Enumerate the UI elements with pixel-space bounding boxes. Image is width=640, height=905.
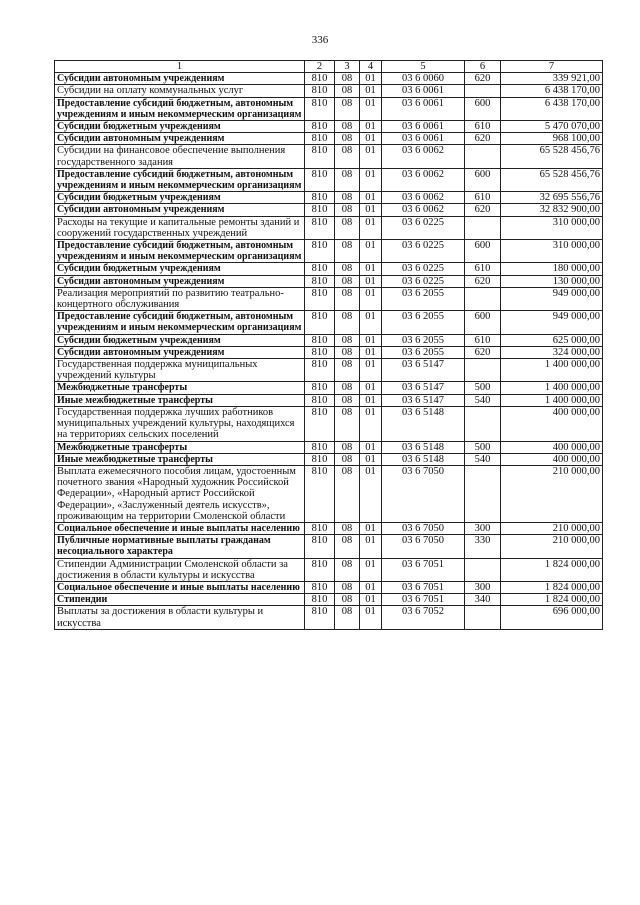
row-code-5: 03 6 0062 [382,204,465,216]
row-name: Предоставление субсидий бюджетным, автономным учреждениям и иным некоммерческим организациям [55,240,305,263]
row-code-5: 03 6 2055 [382,311,465,334]
table-row [55,311,603,334]
row-code-5: 03 6 7050 [382,522,465,534]
row-code-3: 08 [335,606,360,629]
row-code-6: 600 [465,168,501,191]
row-code-3: 08 [335,85,360,97]
row-code-4: 01 [360,522,382,534]
table-row [55,192,603,204]
row-code-2: 810 [305,85,335,97]
row-name: Предоставление субсидий бюджетным, автономным учреждениям и иным некоммерческим организациям [55,168,305,191]
row-code-5: 03 6 0225 [382,216,465,239]
row-code-5: 03 6 0060 [382,73,465,85]
table-row [55,606,603,629]
table-row [55,287,603,310]
row-code-5: 03 6 7051 [382,558,465,581]
row-amount: 310 000,00 [501,216,603,239]
row-code-2: 810 [305,204,335,216]
row-name: Стипендии Администрации Смоленской области за достижения в области культуры и искусства [55,558,305,581]
row-code-4: 01 [360,535,382,558]
row-code-3: 08 [335,558,360,581]
row-name: Субсидии бюджетным учреждениям [55,334,305,346]
table-row [55,558,603,581]
row-code-5: 03 6 0061 [382,133,465,145]
row-amount: 949 000,00 [501,311,603,334]
row-code-2: 810 [305,594,335,606]
row-name: Выплаты за достижения в области культуры и искусства [55,606,305,629]
row-name: Выплата ежемесячного пособия лицам, удостоенным почетного звания «Народный художник Российской Федерации», «Народный артист Российской Федерации», «Заслуженный деятель искусств», проживающим на территории Смоленской области [55,465,305,522]
row-code-6: 600 [465,240,501,263]
row-code-5: 03 6 0062 [382,168,465,191]
row-code-2: 810 [305,334,335,346]
row-code-5: 03 6 5148 [382,406,465,441]
row-name: Субсидии автономным учреждениям [55,204,305,216]
table-row [55,382,603,394]
header-col-4: 4 [360,61,382,73]
row-amount: 180 000,00 [501,263,603,275]
row-code-5: 03 6 0062 [382,145,465,168]
row-code-4: 01 [360,359,382,382]
row-amount: 6 438 170,00 [501,85,603,97]
row-code-5: 03 6 0061 [382,97,465,120]
row-code-6: 540 [465,394,501,406]
row-code-6: 340 [465,594,501,606]
row-code-6: 300 [465,522,501,534]
row-code-2: 810 [305,168,335,191]
row-code-6: 500 [465,441,501,453]
row-code-2: 810 [305,192,335,204]
row-code-3: 08 [335,334,360,346]
row-code-6: 610 [465,263,501,275]
table-row [55,133,603,145]
page-number: 336 [311,34,329,46]
row-code-2: 810 [305,558,335,581]
row-code-3: 08 [335,192,360,204]
row-amount: 324 000,00 [501,346,603,358]
row-code-4: 01 [360,192,382,204]
table-row [55,85,603,97]
row-code-3: 08 [335,145,360,168]
row-code-3: 08 [335,394,360,406]
row-code-6: 610 [465,121,501,133]
table-row [55,465,603,522]
row-name: Субсидии автономным учреждениям [55,133,305,145]
row-amount: 5 470 070,00 [501,121,603,133]
budget-table [54,60,603,630]
table-row [55,594,603,606]
row-amount: 210 000,00 [501,522,603,534]
row-code-5: 03 6 0225 [382,240,465,263]
row-code-3: 08 [335,465,360,522]
header-col-5: 5 [382,61,465,73]
row-code-3: 08 [335,346,360,358]
row-code-4: 01 [360,204,382,216]
row-code-4: 01 [360,334,382,346]
row-amount: 1 400 000,00 [501,382,603,394]
table-row [55,275,603,287]
row-code-5: 03 6 5148 [382,441,465,453]
row-amount: 32 832 900,00 [501,204,603,216]
row-code-6: 610 [465,192,501,204]
row-code-5: 03 6 2055 [382,287,465,310]
row-code-4: 01 [360,453,382,465]
row-amount: 1 400 000,00 [501,394,603,406]
row-code-4: 01 [360,581,382,593]
row-code-3: 08 [335,204,360,216]
row-code-3: 08 [335,581,360,593]
row-code-2: 810 [305,216,335,239]
row-code-5: 03 6 0225 [382,275,465,287]
row-code-4: 01 [360,441,382,453]
row-code-6: 600 [465,311,501,334]
row-code-4: 01 [360,133,382,145]
row-code-6: 600 [465,97,501,120]
table-row [55,334,603,346]
row-code-6: 620 [465,204,501,216]
row-code-3: 08 [335,359,360,382]
row-name: Субсидии бюджетным учреждениям [55,192,305,204]
row-code-2: 810 [305,581,335,593]
row-amount: 949 000,00 [501,287,603,310]
table-row [55,216,603,239]
row-code-4: 01 [360,85,382,97]
row-code-5: 03 6 0225 [382,263,465,275]
row-name: Государственная поддержка лучших работников муниципальных учреждений культуры, находящихся на территориях сельских поселений [55,406,305,441]
table-row [55,204,603,216]
row-name: Иные межбюджетные трансферты [55,453,305,465]
row-code-6: 620 [465,346,501,358]
row-name: Субсидии автономным учреждениям [55,73,305,85]
row-name: Субсидии бюджетным учреждениям [55,263,305,275]
row-code-2: 810 [305,121,335,133]
row-name: Субсидии автономным учреждениям [55,346,305,358]
row-code-4: 01 [360,216,382,239]
row-code-2: 810 [305,240,335,263]
row-code-6: 540 [465,453,501,465]
header-col-7: 7 [501,61,603,73]
row-code-6: 610 [465,334,501,346]
row-code-6 [465,465,501,522]
row-code-2: 810 [305,133,335,145]
row-code-3: 08 [335,535,360,558]
row-code-2: 810 [305,465,335,522]
row-code-4: 01 [360,382,382,394]
row-code-3: 08 [335,522,360,534]
row-name: Стипендии [55,594,305,606]
row-code-6 [465,85,501,97]
row-amount: 400 000,00 [501,453,603,465]
table-row [55,346,603,358]
row-name: Субсидии на финансовое обеспечение выполнения государственного задания [55,145,305,168]
row-code-5: 03 6 0061 [382,85,465,97]
row-code-2: 810 [305,287,335,310]
row-amount: 696 000,00 [501,606,603,629]
row-name: Иные межбюджетные трансферты [55,394,305,406]
row-name: Предоставление субсидий бюджетным, автономным учреждениям и иным некоммерческим организациям [55,97,305,120]
row-code-4: 01 [360,121,382,133]
row-amount: 65 528 456,76 [501,145,603,168]
row-code-3: 08 [335,240,360,263]
row-code-5: 03 6 5147 [382,359,465,382]
row-amount: 400 000,00 [501,406,603,441]
row-code-2: 810 [305,606,335,629]
row-name: Социальное обеспечение и иные выплаты населению [55,522,305,534]
row-code-6: 620 [465,133,501,145]
row-code-4: 01 [360,240,382,263]
row-code-3: 08 [335,453,360,465]
row-code-6: 330 [465,535,501,558]
row-code-5: 03 6 7051 [382,594,465,606]
header-col-1: 1 [55,61,305,73]
row-code-3: 08 [335,133,360,145]
row-code-5: 03 6 2055 [382,346,465,358]
row-amount: 339 921,00 [501,73,603,85]
row-name: Расходы на текущие и капитальные ремонты зданий и сооружений государственных учреждений [55,216,305,239]
table-row [55,263,603,275]
table-row [55,97,603,120]
row-code-5: 03 6 0061 [382,121,465,133]
table-row [55,240,603,263]
row-code-6 [465,216,501,239]
row-code-6: 300 [465,581,501,593]
row-code-4: 01 [360,394,382,406]
row-amount: 1 824 000,00 [501,558,603,581]
row-code-3: 08 [335,121,360,133]
table-row [55,406,603,441]
row-amount: 6 438 170,00 [501,97,603,120]
row-amount: 968 100,00 [501,133,603,145]
row-code-6 [465,558,501,581]
table-row [55,168,603,191]
row-code-5: 03 6 2055 [382,334,465,346]
row-code-3: 08 [335,406,360,441]
row-code-3: 08 [335,216,360,239]
row-code-4: 01 [360,168,382,191]
row-amount: 1 824 000,00 [501,581,603,593]
table-row [55,73,603,85]
row-name: Субсидии на оплату коммунальных услуг [55,85,305,97]
header-col-6: 6 [465,61,501,73]
table-row [55,535,603,558]
row-code-5: 03 6 5148 [382,453,465,465]
row-code-5: 03 6 7052 [382,606,465,629]
row-code-4: 01 [360,275,382,287]
table-row [55,359,603,382]
row-code-4: 01 [360,594,382,606]
table-row [55,145,603,168]
row-code-2: 810 [305,311,335,334]
row-code-2: 810 [305,275,335,287]
row-code-2: 810 [305,382,335,394]
row-code-4: 01 [360,73,382,85]
row-code-3: 08 [335,441,360,453]
row-code-5: 03 6 7051 [382,581,465,593]
row-code-4: 01 [360,97,382,120]
row-code-3: 08 [335,382,360,394]
row-name: Социальное обеспечение и иные выплаты населению [55,581,305,593]
header-row [55,61,603,73]
table-row [55,121,603,133]
table-row [55,581,603,593]
row-code-3: 08 [335,97,360,120]
table-row [55,441,603,453]
row-name: Реализация мероприятий по развитию театрально-концертного обслуживания [55,287,305,310]
row-code-4: 01 [360,287,382,310]
table-row [55,453,603,465]
row-amount: 400 000,00 [501,441,603,453]
row-code-2: 810 [305,535,335,558]
row-code-2: 810 [305,522,335,534]
row-code-3: 08 [335,287,360,310]
row-code-4: 01 [360,558,382,581]
row-code-4: 01 [360,263,382,275]
row-code-2: 810 [305,97,335,120]
row-amount: 210 000,00 [501,535,603,558]
row-name: Субсидии бюджетным учреждениям [55,121,305,133]
row-code-5: 03 6 0062 [382,192,465,204]
row-name: Государственная поддержка муниципальных учреждений культуры [55,359,305,382]
row-code-5: 03 6 5147 [382,382,465,394]
row-code-6 [465,406,501,441]
row-amount: 1 824 000,00 [501,594,603,606]
row-code-6 [465,145,501,168]
row-code-5: 03 6 5147 [382,394,465,406]
row-code-3: 08 [335,168,360,191]
row-code-4: 01 [360,311,382,334]
row-code-4: 01 [360,406,382,441]
row-code-6 [465,287,501,310]
row-code-2: 810 [305,263,335,275]
row-code-5: 03 6 7050 [382,465,465,522]
row-code-2: 810 [305,346,335,358]
row-code-6: 620 [465,275,501,287]
row-code-3: 08 [335,311,360,334]
row-amount: 210 000,00 [501,465,603,522]
row-amount: 310 000,00 [501,240,603,263]
row-name: Предоставление субсидий бюджетным, автономным учреждениям и иным некоммерческим организациям [55,311,305,334]
row-code-6: 620 [465,73,501,85]
row-code-4: 01 [360,346,382,358]
row-code-3: 08 [335,263,360,275]
table-row [55,394,603,406]
row-code-4: 01 [360,145,382,168]
row-code-2: 810 [305,145,335,168]
row-code-4: 01 [360,606,382,629]
row-name: Межбюджетные трансферты [55,441,305,453]
table-row [55,522,603,534]
row-code-5: 03 6 7050 [382,535,465,558]
header-col-2: 2 [305,61,335,73]
row-code-4: 01 [360,465,382,522]
row-amount: 130 000,00 [501,275,603,287]
row-amount: 65 528 456,76 [501,168,603,191]
row-code-3: 08 [335,73,360,85]
row-name: Публичные нормативные выплаты гражданам несоциального характера [55,535,305,558]
row-code-2: 810 [305,453,335,465]
row-code-2: 810 [305,359,335,382]
row-code-2: 810 [305,406,335,441]
row-amount: 32 695 556,76 [501,192,603,204]
row-amount: 1 400 000,00 [501,359,603,382]
row-amount: 625 000,00 [501,334,603,346]
row-code-6 [465,359,501,382]
row-code-2: 810 [305,441,335,453]
header-col-3: 3 [335,61,360,73]
row-code-6 [465,606,501,629]
row-name: Межбюджетные трансферты [55,382,305,394]
row-code-6: 500 [465,382,501,394]
row-code-3: 08 [335,594,360,606]
row-code-3: 08 [335,275,360,287]
row-code-2: 810 [305,73,335,85]
row-name: Субсидии автономным учреждениям [55,275,305,287]
row-code-2: 810 [305,394,335,406]
